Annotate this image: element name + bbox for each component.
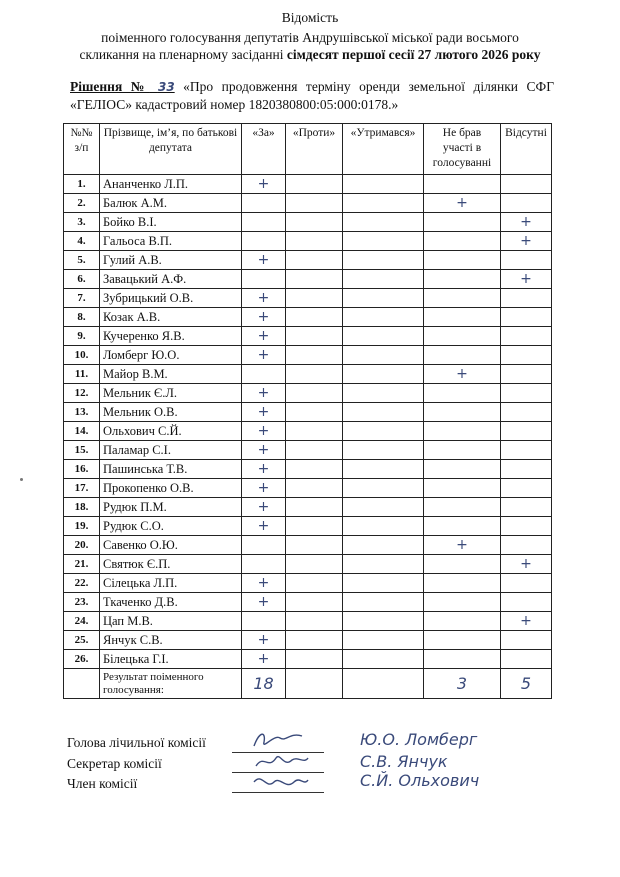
vote-cell-abstain [343, 536, 424, 555]
table-row [64, 536, 552, 555]
vote-cell-not-voted [424, 270, 501, 289]
vote-cell-absent [501, 498, 552, 517]
deputy-name: Цап М.В. [100, 612, 242, 631]
table-row [64, 270, 552, 289]
row-number: 2. [64, 194, 100, 213]
vote-mark: + [456, 537, 468, 553]
vote-cell-absent [501, 213, 552, 232]
table-row [64, 593, 552, 612]
row-number: 12. [64, 384, 100, 403]
vote-cell-not-voted [424, 631, 501, 650]
table-row [64, 555, 552, 574]
vote-cell-absent [501, 289, 552, 308]
vote-cell-abstain [343, 308, 424, 327]
vote-cell-not-voted [424, 365, 501, 384]
vote-cell-against [286, 403, 343, 422]
vote-cell-against [286, 650, 343, 669]
vote-mark: + [257, 176, 270, 192]
vote-cell-absent [501, 650, 552, 669]
vote-cell-absent [501, 422, 552, 441]
vote-cell-against [286, 517, 343, 536]
table-row [64, 213, 552, 232]
row-number: 14. [64, 422, 100, 441]
vote-mark: + [257, 594, 270, 610]
vote-cell-absent [501, 365, 552, 384]
vote-cell-for [242, 384, 286, 403]
result-empty-cell [64, 669, 100, 699]
secretary-label: Секретар комісії [67, 756, 162, 771]
vote-cell-against [286, 593, 343, 612]
result-absent: 5 [501, 669, 552, 699]
vote-cell-abstain [343, 498, 424, 517]
vote-mark: + [520, 613, 532, 629]
table-row [64, 365, 552, 384]
vote-mark: + [257, 632, 270, 648]
vote-cell-against [286, 213, 343, 232]
vote-cell-absent [501, 308, 552, 327]
vote-cell-against [286, 270, 343, 289]
vote-cell-for [242, 631, 286, 650]
document-title: Відомість [281, 10, 339, 25]
vote-cell-against [286, 327, 343, 346]
vote-cell-against [286, 555, 343, 574]
voting-table [63, 123, 552, 699]
vote-cell-abstain [343, 517, 424, 536]
header-not-voted: Не брав участі в голосуванні [424, 124, 501, 175]
header-name: Прізвище, ім’я, по батькові депутата [100, 124, 242, 175]
vote-mark: + [257, 480, 270, 496]
deputy-name: Балюк А.М. [100, 194, 242, 213]
vote-cell-not-voted [424, 308, 501, 327]
vote-cell-against [286, 194, 343, 213]
vote-cell-absent [501, 346, 552, 365]
vote-mark: + [257, 309, 270, 325]
row-number: 23. [64, 593, 100, 612]
vote-cell-not-voted [424, 441, 501, 460]
vote-cell-absent [501, 517, 552, 536]
vote-cell-not-voted [424, 479, 501, 498]
vote-mark: + [257, 575, 270, 591]
deputy-name: Білецька Г.І. [100, 650, 242, 669]
vote-cell-absent [501, 175, 552, 194]
table-row [64, 517, 552, 536]
vote-cell-not-voted [424, 612, 501, 631]
vote-cell-not-voted [424, 175, 501, 194]
vote-mark: + [520, 214, 532, 230]
vote-cell-abstain [343, 232, 424, 251]
deputy-name: Ольхович С.Й. [100, 422, 242, 441]
chair-label: Голова лічильної комісії [67, 735, 206, 750]
header-number: №№ з/п [64, 124, 100, 175]
deputy-name: Ананченко Л.П. [100, 175, 242, 194]
result-abstain [343, 669, 424, 699]
vote-cell-for [242, 251, 286, 270]
chair-name: Ю.О. Ломберг [360, 730, 478, 749]
vote-cell-absent [501, 232, 552, 251]
table-row [64, 460, 552, 479]
vote-cell-not-voted [424, 384, 501, 403]
vote-cell-against [286, 631, 343, 650]
voting-table-body [64, 175, 552, 669]
vote-cell-for [242, 555, 286, 574]
deputy-name: Савенко О.Ю. [100, 536, 242, 555]
vote-cell-abstain [343, 384, 424, 403]
vote-cell-abstain [343, 441, 424, 460]
vote-cell-for [242, 346, 286, 365]
table-row [64, 650, 552, 669]
table-row [64, 327, 552, 346]
deputy-name: Ткаченко Д.В. [100, 593, 242, 612]
vote-cell-absent [501, 327, 552, 346]
vote-cell-abstain [343, 612, 424, 631]
vote-cell-not-voted [424, 650, 501, 669]
vote-cell-for [242, 612, 286, 631]
row-number: 25. [64, 631, 100, 650]
header-for: «За» [242, 124, 286, 175]
row-number: 19. [64, 517, 100, 536]
vote-cell-against [286, 460, 343, 479]
scan-speck [20, 478, 23, 481]
vote-mark: + [520, 271, 532, 287]
row-number: 16. [64, 460, 100, 479]
vote-mark: + [257, 651, 270, 667]
table-row [64, 289, 552, 308]
member-name: С.Й. Ольхович [360, 771, 480, 790]
vote-mark: + [257, 518, 270, 534]
row-number: 21. [64, 555, 100, 574]
member-signature-scribble [250, 770, 310, 792]
vote-cell-for [242, 232, 286, 251]
vote-cell-not-voted [424, 213, 501, 232]
vote-cell-not-voted [424, 498, 501, 517]
row-number: 8. [64, 308, 100, 327]
vote-cell-for [242, 574, 286, 593]
result-against [286, 669, 343, 699]
header-against: «Проти» [286, 124, 343, 175]
deputy-name: Кучеренко Я.В. [100, 327, 242, 346]
vote-cell-absent [501, 384, 552, 403]
vote-cell-for [242, 289, 286, 308]
vote-cell-not-voted [424, 232, 501, 251]
vote-cell-against [286, 365, 343, 384]
vote-mark: + [456, 195, 468, 211]
header-absent: Відсутні [501, 124, 552, 175]
vote-cell-absent [501, 194, 552, 213]
vote-cell-abstain [343, 346, 424, 365]
vote-cell-not-voted [424, 555, 501, 574]
table-row [64, 441, 552, 460]
member-signature-line [232, 792, 324, 793]
deputy-name: Зубрицький О.В. [100, 289, 242, 308]
vote-cell-against [286, 232, 343, 251]
decision-text [70, 78, 554, 113]
decision-label: Рішення № 33 [70, 79, 175, 94]
table-row [64, 631, 552, 650]
table-row [64, 308, 552, 327]
table-row [64, 403, 552, 422]
table-row [64, 384, 552, 403]
vote-cell-abstain [343, 460, 424, 479]
row-number: 3. [64, 213, 100, 232]
vote-cell-against [286, 574, 343, 593]
table-row [64, 346, 552, 365]
deputy-name: Прокопенко О.В. [100, 479, 242, 498]
row-number: 24. [64, 612, 100, 631]
vote-cell-against [286, 175, 343, 194]
result-for: 18 [242, 669, 286, 699]
deputy-name: Янчук С.В. [100, 631, 242, 650]
vote-cell-for [242, 422, 286, 441]
table-row [64, 479, 552, 498]
vote-mark: + [257, 328, 270, 344]
vote-cell-for [242, 327, 286, 346]
table-row [64, 422, 552, 441]
deputy-name: Пашинська Т.В. [100, 460, 242, 479]
member-label: Член комісії [67, 776, 138, 791]
table-row [64, 194, 552, 213]
deputy-name: Рудюк П.М. [100, 498, 242, 517]
vote-cell-not-voted [424, 574, 501, 593]
row-number: 1. [64, 175, 100, 194]
vote-cell-for [242, 479, 286, 498]
vote-cell-absent [501, 270, 552, 289]
vote-cell-not-voted [424, 327, 501, 346]
vote-cell-abstain [343, 175, 424, 194]
vote-cell-abstain [343, 593, 424, 612]
vote-mark: + [257, 347, 270, 363]
vote-cell-absent [501, 403, 552, 422]
vote-cell-for [242, 517, 286, 536]
vote-mark: + [520, 233, 532, 249]
deputy-name: Козак А.В. [100, 308, 242, 327]
vote-cell-against [286, 289, 343, 308]
vote-cell-against [286, 441, 343, 460]
chair-signature-scribble [250, 728, 310, 750]
row-number: 20. [64, 536, 100, 555]
deputy-name: Завацький А.Ф. [100, 270, 242, 289]
vote-cell-for [242, 650, 286, 669]
vote-cell-not-voted [424, 517, 501, 536]
deputy-name: Бойко В.І. [100, 213, 242, 232]
vote-cell-abstain [343, 365, 424, 384]
vote-cell-abstain [343, 574, 424, 593]
vote-cell-absent [501, 460, 552, 479]
vote-mark: + [456, 366, 468, 382]
vote-mark: + [257, 442, 270, 458]
row-number: 22. [64, 574, 100, 593]
vote-mark: + [257, 385, 270, 401]
deputy-name: Ломберг Ю.О. [100, 346, 242, 365]
vote-mark: + [257, 499, 270, 515]
table-row [64, 612, 552, 631]
secretary-name: С.В. Янчук [360, 752, 448, 771]
deputy-name: Сілецька Л.П. [100, 574, 242, 593]
deputy-name: Гальоса В.П. [100, 232, 242, 251]
vote-cell-for [242, 460, 286, 479]
vote-cell-for [242, 308, 286, 327]
vote-cell-absent [501, 631, 552, 650]
document-subtitle-line-1: поіменного голосування депутатів Андрушівської міської ради восьмого [101, 30, 519, 45]
vote-cell-abstain [343, 555, 424, 574]
vote-cell-abstain [343, 251, 424, 270]
vote-cell-absent [501, 251, 552, 270]
vote-cell-not-voted [424, 422, 501, 441]
table-row [64, 498, 552, 517]
vote-mark: + [257, 423, 270, 439]
decision-description: «Про продовження терміну оренди земельної ділянки СФГ «ГЕЛІОС» кадастровий номер 1820380800:05:000:0178.» [70, 79, 555, 112]
deputy-name: Рудюк С.О. [100, 517, 242, 536]
deputy-name: Майор В.М. [100, 365, 242, 384]
deputy-name: Мельник О.В. [100, 403, 242, 422]
row-number: 11. [64, 365, 100, 384]
vote-cell-not-voted [424, 194, 501, 213]
vote-cell-for [242, 403, 286, 422]
vote-mark: + [520, 556, 532, 572]
vote-cell-absent [501, 612, 552, 631]
vote-cell-absent [501, 536, 552, 555]
vote-cell-absent [501, 479, 552, 498]
vote-cell-against [286, 498, 343, 517]
vote-mark: + [257, 290, 270, 306]
vote-cell-against [286, 251, 343, 270]
vote-cell-for [242, 175, 286, 194]
vote-cell-abstain [343, 403, 424, 422]
row-number: 15. [64, 441, 100, 460]
vote-cell-against [286, 308, 343, 327]
vote-cell-absent [501, 555, 552, 574]
row-number: 26. [64, 650, 100, 669]
vote-cell-against [286, 612, 343, 631]
table-row [64, 175, 552, 194]
session-date: сімдесят першої сесії 27 лютого 2026 року [286, 47, 541, 62]
row-number: 9. [64, 327, 100, 346]
result-not-voted: 3 [424, 669, 501, 699]
vote-mark: + [257, 461, 270, 477]
vote-cell-abstain [343, 479, 424, 498]
vote-cell-against [286, 479, 343, 498]
vote-cell-for [242, 441, 286, 460]
deputy-name: Мельник Є.Л. [100, 384, 242, 403]
vote-cell-abstain [343, 270, 424, 289]
table-row [64, 574, 552, 593]
vote-cell-against [286, 536, 343, 555]
vote-cell-abstain [343, 422, 424, 441]
vote-cell-abstain [343, 650, 424, 669]
vote-cell-abstain [343, 194, 424, 213]
vote-cell-absent [501, 574, 552, 593]
vote-cell-abstain [343, 327, 424, 346]
table-row [64, 232, 552, 251]
document-subtitle-line-2 [0, 46, 620, 63]
vote-cell-for [242, 213, 286, 232]
row-number: 5. [64, 251, 100, 270]
session-prefix: скликання на пленарному засіданні [79, 47, 287, 62]
vote-cell-abstain [343, 213, 424, 232]
vote-cell-against [286, 422, 343, 441]
vote-cell-for [242, 194, 286, 213]
vote-cell-abstain [343, 631, 424, 650]
row-number: 13. [64, 403, 100, 422]
deputy-name: Святюк Є.П. [100, 555, 242, 574]
vote-cell-against [286, 384, 343, 403]
deputy-name: Гулий А.В. [100, 251, 242, 270]
deputy-name: Паламар С.І. [100, 441, 242, 460]
header-abstain: «Утримався» [343, 124, 424, 175]
row-number: 7. [64, 289, 100, 308]
row-number: 4. [64, 232, 100, 251]
vote-cell-for [242, 536, 286, 555]
vote-cell-abstain [343, 289, 424, 308]
vote-cell-not-voted [424, 346, 501, 365]
vote-cell-against [286, 346, 343, 365]
row-number: 17. [64, 479, 100, 498]
decision-number: 33 [157, 80, 175, 94]
row-number: 18. [64, 498, 100, 517]
result-label: Результат поіменного голосування: [100, 669, 242, 699]
row-number: 6. [64, 270, 100, 289]
vote-mark: + [257, 404, 270, 420]
vote-cell-for [242, 498, 286, 517]
vote-cell-not-voted [424, 536, 501, 555]
vote-cell-absent [501, 593, 552, 612]
vote-cell-not-voted [424, 460, 501, 479]
vote-cell-for [242, 593, 286, 612]
vote-cell-absent [501, 441, 552, 460]
vote-cell-for [242, 270, 286, 289]
vote-cell-for [242, 365, 286, 384]
row-number: 10. [64, 346, 100, 365]
vote-mark: + [257, 252, 270, 268]
vote-cell-not-voted [424, 403, 501, 422]
table-row [64, 251, 552, 270]
vote-cell-not-voted [424, 289, 501, 308]
vote-cell-not-voted [424, 251, 501, 270]
vote-cell-not-voted [424, 593, 501, 612]
secretary-signature-scribble [250, 750, 310, 772]
